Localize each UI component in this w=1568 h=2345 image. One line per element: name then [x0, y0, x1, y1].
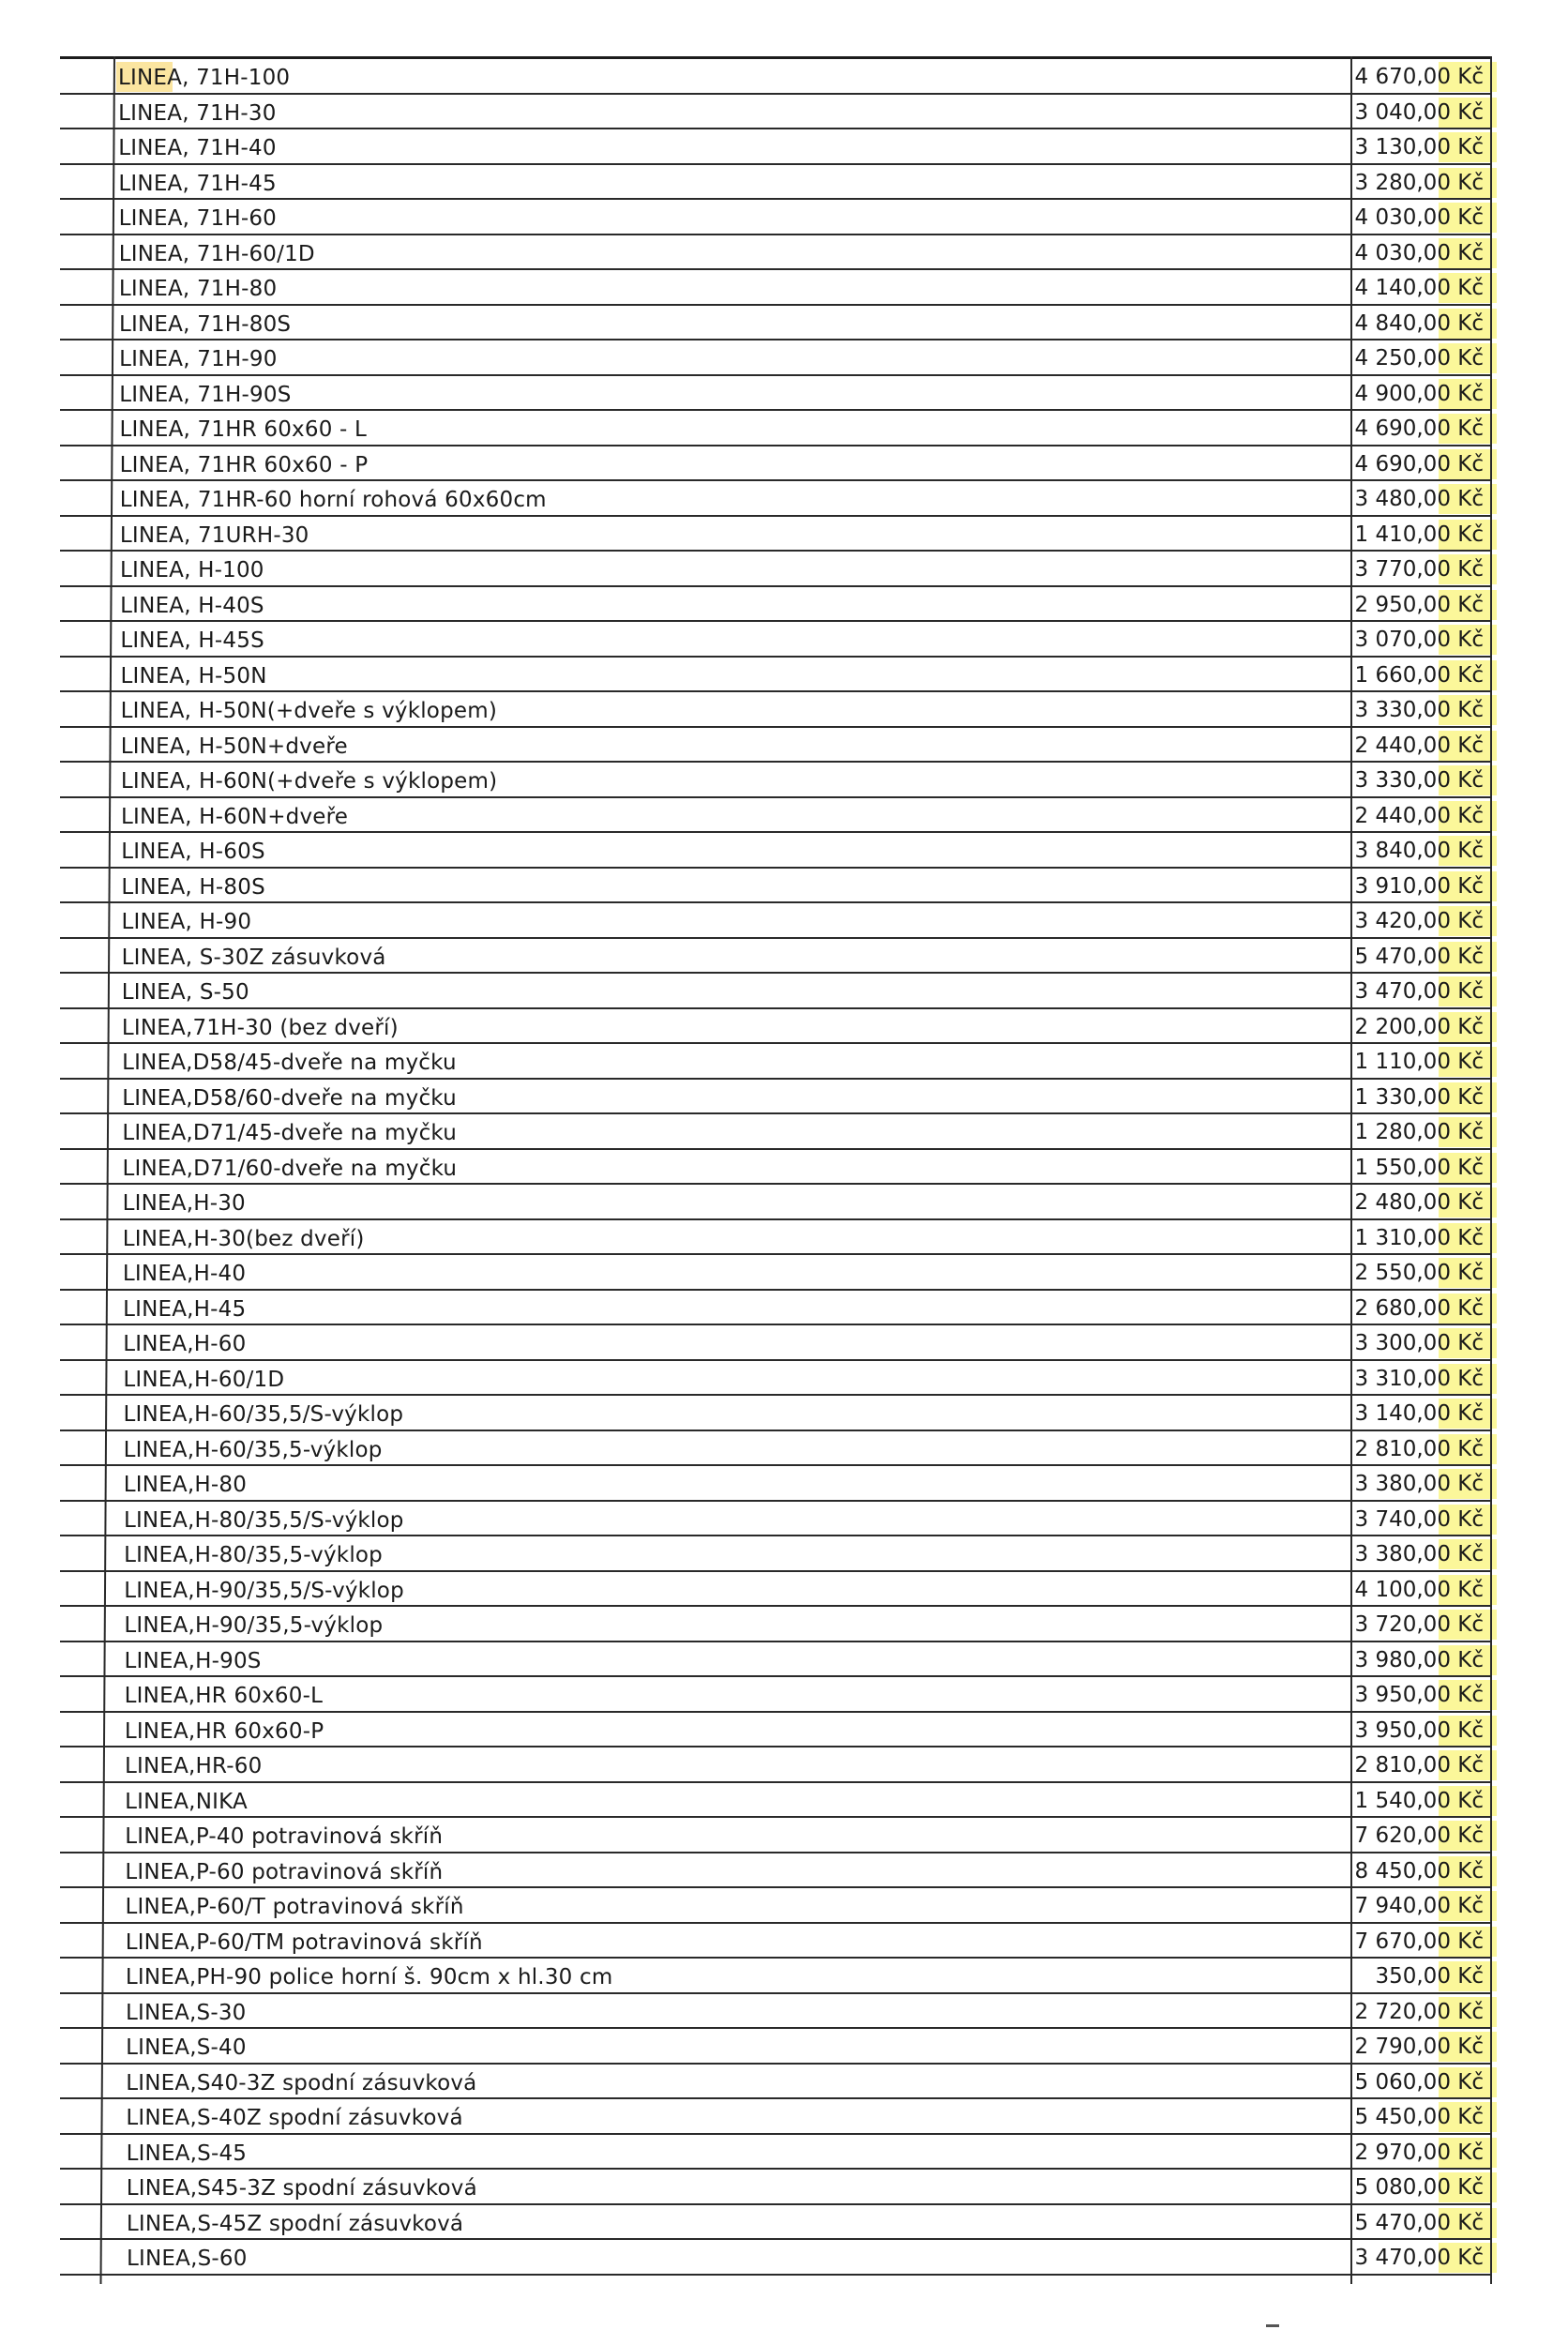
- price-cell: 7 940,00 Kč: [1354, 1894, 1484, 1918]
- product-name-cell: LINEA,PH-90 police horní š. 90cm x hl.30 cm: [125, 1965, 613, 1989]
- price-cell: 3 950,00 Kč: [1354, 1717, 1484, 1743]
- table-row: [60, 1677, 1523, 1713]
- price-cell: 1 310,00 Kč: [1354, 1225, 1484, 1250]
- product-name-cell: LINEA, H-60S: [121, 840, 265, 864]
- price-cell: 3 980,00 Kč: [1354, 1647, 1484, 1672]
- price-cell: 2 950,00 Kč: [1354, 592, 1484, 617]
- table-row: [60, 1044, 1523, 1080]
- table-row: [60, 2099, 1523, 2135]
- table-row: [60, 763, 1523, 798]
- price-cell: 2 480,00 Kč: [1354, 1190, 1484, 1215]
- product-name-cell: LINEA, 71H-40: [118, 136, 277, 160]
- price-cell: 4 140,00 Kč: [1354, 276, 1484, 300]
- product-name-cell: LINEA, 71HR 60x60 - P: [119, 452, 369, 477]
- product-name-cell: LINEA, 71URH-30: [119, 522, 309, 548]
- table-row: [60, 1325, 1523, 1361]
- price-cell: 3 840,00 Kč: [1354, 839, 1484, 863]
- price-cell: 3 420,00 Kč: [1354, 909, 1484, 933]
- price-cell: 3 740,00 Kč: [1354, 1506, 1484, 1532]
- price-cell: 2 200,00 Kč: [1354, 1014, 1484, 1039]
- price-cell: 5 470,00 Kč: [1354, 944, 1484, 969]
- product-name-cell: LINEA,H-30(bez dveří): [122, 1226, 365, 1251]
- product-name-cell: LINEA, H-50N: [120, 663, 267, 688]
- product-name-cell: LINEA,71H-30 (bez dveří): [121, 1015, 399, 1040]
- product-name-cell: LINEA,S-30: [125, 2000, 247, 2025]
- product-name-cell: LINEA,H-30: [122, 1191, 246, 1216]
- table-row: [60, 2029, 1523, 2065]
- table-column-divider: [1350, 56, 1352, 2284]
- table-row: [60, 2205, 1523, 2241]
- table-row: [60, 1009, 1523, 1045]
- table-row: [60, 552, 1523, 587]
- table-row: [60, 2135, 1523, 2171]
- product-name-cell: LINEA, H-60N(+dveře s výklopem): [120, 769, 498, 794]
- table-row: [60, 1255, 1523, 1291]
- product-name-cell: LINEA, H-50N(+dveře s výklopem): [120, 699, 498, 723]
- table-row: [60, 692, 1523, 728]
- price-cell: 5 060,00 Kč: [1354, 2069, 1484, 2095]
- table-row: [60, 1888, 1523, 1924]
- table-row: [60, 1291, 1523, 1326]
- table-row: [60, 622, 1523, 658]
- price-cell: 3 330,00 Kč: [1354, 768, 1484, 793]
- product-name-cell: LINEA,D58/60-dveře na myčku: [122, 1085, 457, 1111]
- table-row: [60, 59, 1523, 95]
- product-name-cell: LINEA,H-60/35,5-výklop: [123, 1437, 383, 1462]
- table-row: [60, 517, 1523, 552]
- price-cell: 2 790,00 Kč: [1354, 2035, 1484, 2059]
- table-row: [60, 1080, 1523, 1115]
- price-cell: 3 040,00 Kč: [1354, 99, 1484, 125]
- price-cell: 4 670,00 Kč: [1354, 65, 1484, 89]
- table-row: [60, 200, 1523, 235]
- price-cell: 350,00 Kč: [1375, 1964, 1484, 1989]
- product-name-cell: LINEA, H-50N+dveře: [120, 734, 348, 759]
- table-row: [60, 376, 1523, 412]
- table-row: [60, 1607, 1523, 1642]
- table-row: [60, 1536, 1523, 1572]
- product-name-cell: LINEA,S-40: [126, 2035, 247, 2060]
- product-name-cell: LINEA,H-80/35,5/S-výklop: [123, 1507, 404, 1533]
- table-row: [60, 798, 1523, 834]
- product-name-cell: LINEA,S40-3Z spodní zásuvková: [126, 2070, 477, 2095]
- table-row: [60, 2170, 1523, 2205]
- price-cell: 4 030,00 Kč: [1354, 205, 1484, 230]
- table-row: [60, 974, 1523, 1009]
- table-row: [60, 1466, 1523, 1502]
- table-row: [60, 1396, 1523, 1431]
- product-name-cell: LINEA, 71H-80: [118, 277, 278, 301]
- product-name-cell: LINEA, H-100: [120, 558, 264, 582]
- price-cell: 3 380,00 Kč: [1354, 1472, 1484, 1496]
- price-cell: 1 540,00 Kč: [1354, 1788, 1484, 1813]
- product-name-cell: LINEA, 71H-80S: [119, 311, 292, 337]
- table-row: [60, 1959, 1523, 1994]
- product-name-cell: LINEA,P-60 potravinová skříň: [125, 1859, 444, 1884]
- price-cell: 4 030,00 Kč: [1354, 240, 1484, 265]
- product-name-cell: LINEA, 71H-30: [118, 100, 277, 126]
- product-name-cell: LINEA,P-60/T potravinová skříň: [125, 1895, 464, 1919]
- product-name-cell: LINEA, H-60N+dveře: [121, 804, 349, 829]
- table-row: [60, 658, 1523, 693]
- table-row: [60, 306, 1523, 341]
- product-name-cell: LINEA,NIKA: [125, 1789, 248, 1814]
- product-name-cell: LINEA, S-30Z zásuvková: [121, 945, 386, 970]
- table-row: [60, 1713, 1523, 1748]
- price-cell: 1 280,00 Kč: [1354, 1120, 1484, 1144]
- product-name-cell: LINEA,D71/45-dveře na myčku: [122, 1121, 458, 1145]
- price-cell: 2 680,00 Kč: [1354, 1295, 1484, 1321]
- price-cell: 3 140,00 Kč: [1354, 1401, 1484, 1426]
- row-divider: [60, 2274, 1490, 2276]
- price-cell: 4 100,00 Kč: [1354, 1577, 1484, 1602]
- product-name-cell: LINEA, 71H-60: [118, 206, 277, 231]
- product-name-cell: LINEA,H-80: [123, 1473, 248, 1497]
- product-name-cell: LINEA, 71H-90S: [119, 382, 292, 407]
- product-name-cell: LINEA,H-60/35,5/S-výklop: [123, 1402, 404, 1427]
- price-cell: 1 550,00 Kč: [1354, 1155, 1484, 1180]
- price-cell: 2 810,00 Kč: [1354, 1436, 1484, 1461]
- product-name-cell: LINEA,D58/45-dveře na myčku: [122, 1051, 457, 1075]
- scan-mark: [1266, 2324, 1279, 2327]
- product-name-cell: LINEA, 71HR 60x60 - L: [119, 417, 368, 442]
- table-row: [60, 1114, 1523, 1150]
- product-name-cell: LINEA, 71H-90: [119, 347, 278, 371]
- price-cell: 5 450,00 Kč: [1354, 2105, 1484, 2129]
- price-cell: 3 300,00 Kč: [1354, 1331, 1484, 1355]
- price-cell: 2 970,00 Kč: [1354, 2140, 1484, 2165]
- price-cell: 7 670,00 Kč: [1354, 1929, 1484, 1954]
- table-row: [60, 129, 1523, 165]
- table-row: [60, 1431, 1523, 1467]
- table-row: [60, 1994, 1523, 2030]
- table-row: [60, 869, 1523, 904]
- price-cell: 3 330,00 Kč: [1354, 698, 1484, 722]
- product-name-cell: LINEA,S-60: [127, 2247, 248, 2271]
- table-row: [60, 165, 1523, 201]
- product-name-cell: LINEA,P-60/TM potravinová skříň: [125, 1929, 483, 1955]
- price-cell: 2 550,00 Kč: [1354, 1261, 1484, 1285]
- table-row: [60, 2065, 1523, 2100]
- product-name-cell: LINEA,P-40 potravinová skříň: [125, 1824, 444, 1849]
- table-row: [60, 1853, 1523, 1889]
- price-cell: 3 470,00 Kč: [1354, 2246, 1484, 2270]
- price-cell: 3 070,00 Kč: [1354, 628, 1484, 652]
- product-name-cell: LINEA,H-45: [123, 1296, 247, 1322]
- table-row: [60, 235, 1523, 271]
- product-name-cell: LINEA, 71H-45: [118, 171, 277, 196]
- price-cell: 5 080,00 Kč: [1354, 2175, 1484, 2200]
- price-cell: 2 440,00 Kč: [1354, 733, 1484, 758]
- product-name-cell: LINEA,H-80/35,5-výklop: [124, 1543, 383, 1567]
- price-cell: 3 720,00 Kč: [1354, 1612, 1484, 1637]
- product-name-cell: LINEA,S-40Z spodní zásuvková: [126, 2106, 463, 2130]
- product-name-cell: LINEA,HR 60x60-P: [124, 1718, 324, 1744]
- table-row: [60, 939, 1523, 975]
- table-row: [60, 903, 1523, 939]
- price-cell: 3 470,00 Kč: [1354, 979, 1484, 1004]
- table-row: [60, 446, 1523, 482]
- price-cell: 5 470,00 Kč: [1354, 2210, 1484, 2235]
- price-cell: 3 770,00 Kč: [1354, 557, 1484, 582]
- table-row: [60, 728, 1523, 764]
- table-row: [60, 1150, 1523, 1186]
- product-name-cell: LINEA, H-45S: [120, 628, 264, 653]
- price-cell: 4 690,00 Kč: [1354, 416, 1484, 441]
- product-name-cell: LINEA, H-40S: [120, 593, 264, 618]
- product-name-cell: LINEA,S-45: [126, 2141, 248, 2166]
- price-cell: 1 110,00 Kč: [1354, 1050, 1484, 1074]
- table-row: [60, 1572, 1523, 1608]
- table-row: [60, 340, 1523, 376]
- price-list-table: [60, 56, 1523, 2284]
- product-name-cell: LINEA, 71H-100: [118, 66, 291, 90]
- product-name-cell: LINEA,H-90S: [124, 1648, 262, 1673]
- table-row: [60, 2240, 1523, 2276]
- table-row: [60, 833, 1523, 869]
- price-cell: 4 690,00 Kč: [1354, 451, 1484, 477]
- product-name-cell: LINEA,HR-60: [124, 1754, 263, 1778]
- product-name-cell: LINEA, H-80S: [121, 874, 265, 900]
- price-cell: 4 900,00 Kč: [1354, 381, 1484, 406]
- product-name-cell: LINEA,H-90/35,5-výklop: [124, 1613, 384, 1638]
- table-row: [60, 1220, 1523, 1256]
- product-name-cell: LINEA,S-45Z spodní zásuvková: [126, 2211, 464, 2236]
- price-cell: 3 480,00 Kč: [1354, 487, 1484, 511]
- table-row: [60, 1502, 1523, 1537]
- table-row: [60, 587, 1523, 623]
- price-cell: 1 330,00 Kč: [1354, 1084, 1484, 1110]
- price-cell: 1 660,00 Kč: [1354, 662, 1484, 688]
- price-cell: 3 950,00 Kč: [1354, 1683, 1484, 1707]
- price-cell: 3 280,00 Kč: [1354, 170, 1484, 195]
- price-cell: 3 310,00 Kč: [1354, 1366, 1484, 1391]
- product-name-cell: LINEA,S45-3Z spodní zásuvková: [126, 2176, 477, 2201]
- table-row: [60, 270, 1523, 306]
- price-cell: 1 410,00 Kč: [1354, 522, 1484, 547]
- product-name-cell: LINEA,H-60: [123, 1332, 247, 1356]
- product-name-cell: LINEA,H-40: [122, 1262, 247, 1286]
- price-cell: 4 840,00 Kč: [1354, 310, 1484, 336]
- table-row: [60, 1185, 1523, 1220]
- product-name-cell: LINEA,H-60/1D: [123, 1367, 285, 1392]
- price-cell: 3 910,00 Kč: [1354, 873, 1484, 899]
- price-cell: 2 440,00 Kč: [1354, 803, 1484, 828]
- table-right-border: [1490, 56, 1492, 2284]
- product-name-cell: LINEA, H-90: [121, 910, 252, 934]
- table-row: [60, 95, 1523, 130]
- product-name-cell: LINEA, S-50: [121, 980, 249, 1005]
- table-row: [60, 1747, 1523, 1783]
- price-cell: 3 130,00 Kč: [1354, 135, 1484, 159]
- product-name-cell: LINEA, 71H-60/1D: [118, 241, 315, 266]
- table-row: [60, 1642, 1523, 1678]
- table-row: [60, 1818, 1523, 1853]
- price-cell: 2 810,00 Kč: [1354, 1753, 1484, 1778]
- price-cell: 8 450,00 Kč: [1354, 1858, 1484, 1884]
- price-cell: 3 380,00 Kč: [1354, 1542, 1484, 1566]
- table-row: [60, 1924, 1523, 1959]
- product-name-cell: LINEA,H-90/35,5/S-výklop: [124, 1578, 404, 1603]
- table-row: [60, 1783, 1523, 1819]
- price-cell: 4 250,00 Kč: [1354, 346, 1484, 371]
- table-row: [60, 481, 1523, 517]
- table-row: [60, 411, 1523, 446]
- product-name-cell: LINEA,D71/60-dveře na myčku: [122, 1156, 458, 1181]
- price-cell: 2 720,00 Kč: [1354, 1999, 1484, 2024]
- product-name-cell: LINEA, 71HR-60 horní rohová 60x60cm: [119, 488, 547, 512]
- table-row: [60, 1361, 1523, 1397]
- product-name-cell: LINEA,HR 60x60-L: [124, 1684, 324, 1708]
- price-cell: 7 620,00 Kč: [1354, 1823, 1484, 1848]
